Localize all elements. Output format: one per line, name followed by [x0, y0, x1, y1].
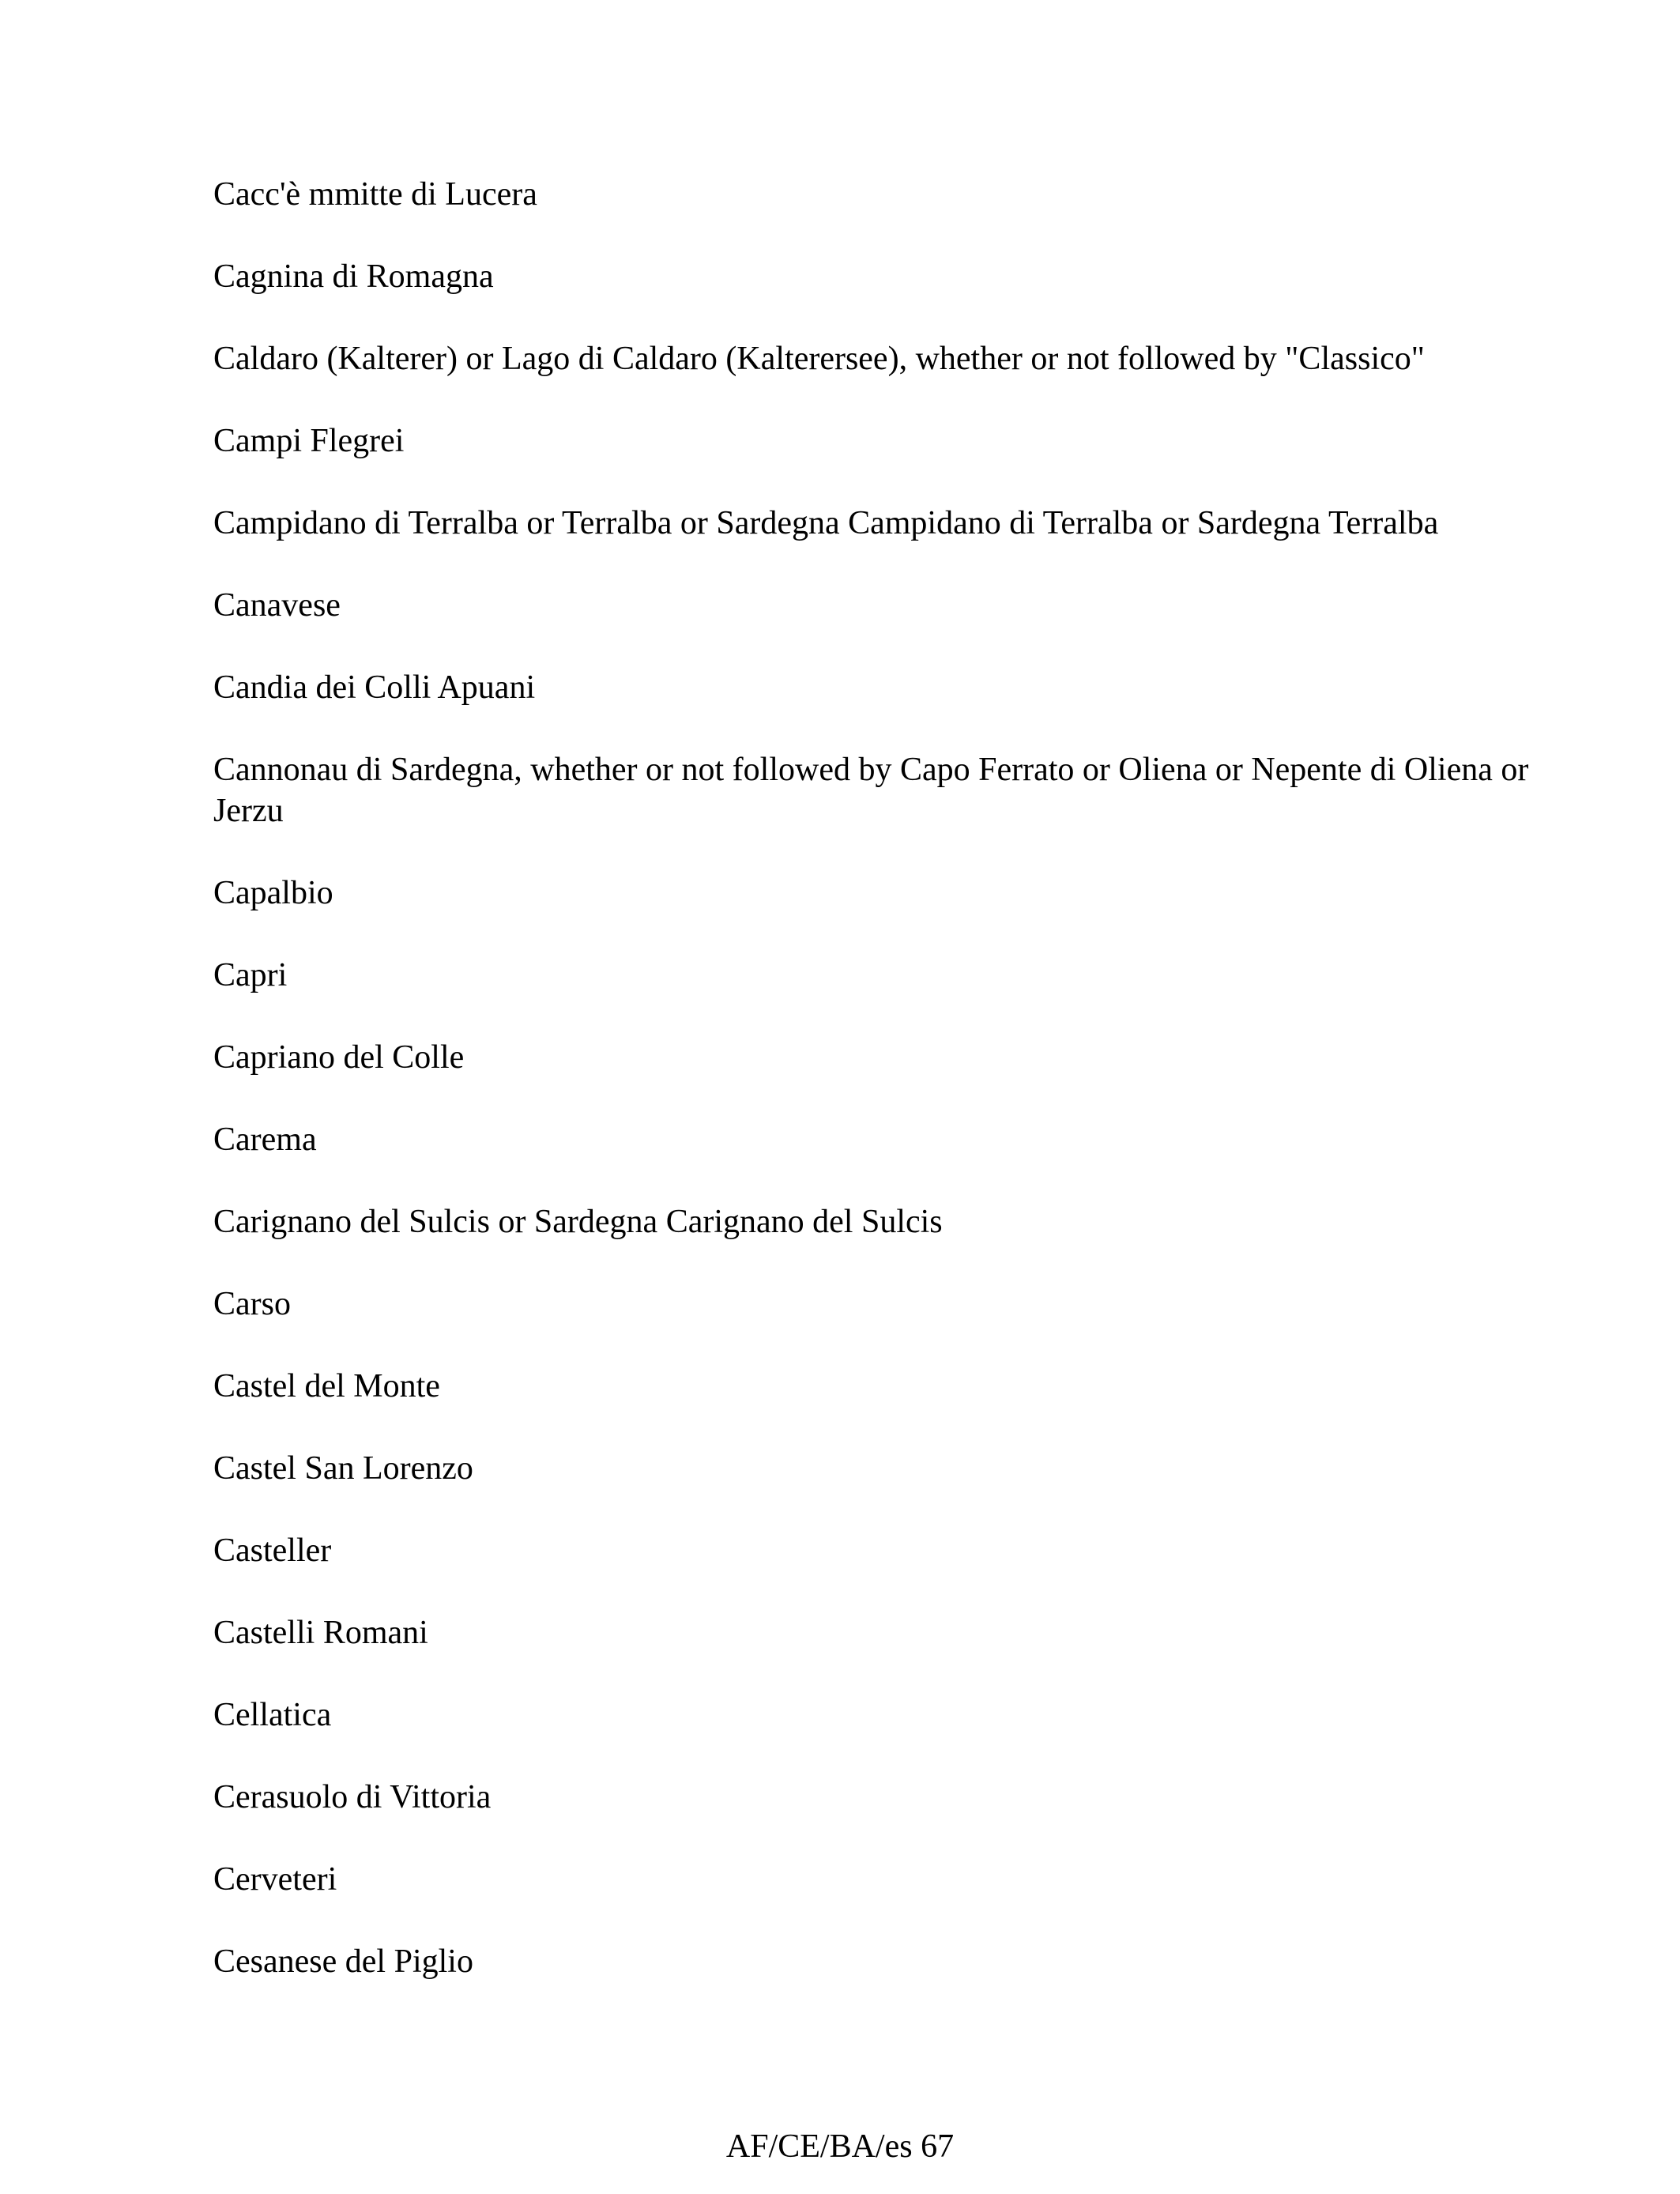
page-footer-reference: AF/CE/BA/es 67 [725, 2128, 955, 2165]
list-item: Castelli Romani [213, 1615, 428, 1651]
list-item: Cacc'è mmitte di Lucera [213, 176, 537, 213]
list-item: Castel del Monte [213, 1368, 440, 1404]
list-item: Carso [213, 1286, 291, 1322]
list-item: Carema [213, 1122, 317, 1158]
list-item: Casteller [213, 1532, 332, 1569]
list-item: Cannonau di Sardegna, whether or not followed by Capo Ferrato or Oliena or Nepente di Oliena or Jerzu [213, 752, 1529, 829]
list-item: Capalbio [213, 875, 333, 911]
entry-list [213, 174, 1557, 2023]
list-item: Campidano di Terralba or Terralba or Sardegna Campidano di Terralba or Sardegna Terralba [213, 505, 1439, 541]
list-item: Cagnina di Romagna [213, 258, 494, 295]
list-item: Cerasuolo di Vittoria [213, 1779, 492, 1815]
list-item: Cesanese del Piglio [213, 1943, 473, 1980]
list-item: Campi Flegrei [213, 423, 405, 459]
list-item: Capriano del Colle [213, 1039, 465, 1076]
list-item: Canavese [213, 587, 341, 624]
list-item: Candia dei Colli Apuani [213, 669, 536, 706]
list-item: Cellatica [213, 1697, 332, 1733]
list-item: Cerveteri [213, 1861, 337, 1898]
list-item: Carignano del Sulcis or Sardegna Carignano del Sulcis [213, 1204, 943, 1240]
list-item: Caldaro (Kalterer) or Lago di Caldaro (Kalterersee), whether or not followed by "Classico" [213, 341, 1425, 377]
list-item: Capri [213, 957, 288, 993]
list-item: Castel San Lorenzo [213, 1450, 473, 1487]
